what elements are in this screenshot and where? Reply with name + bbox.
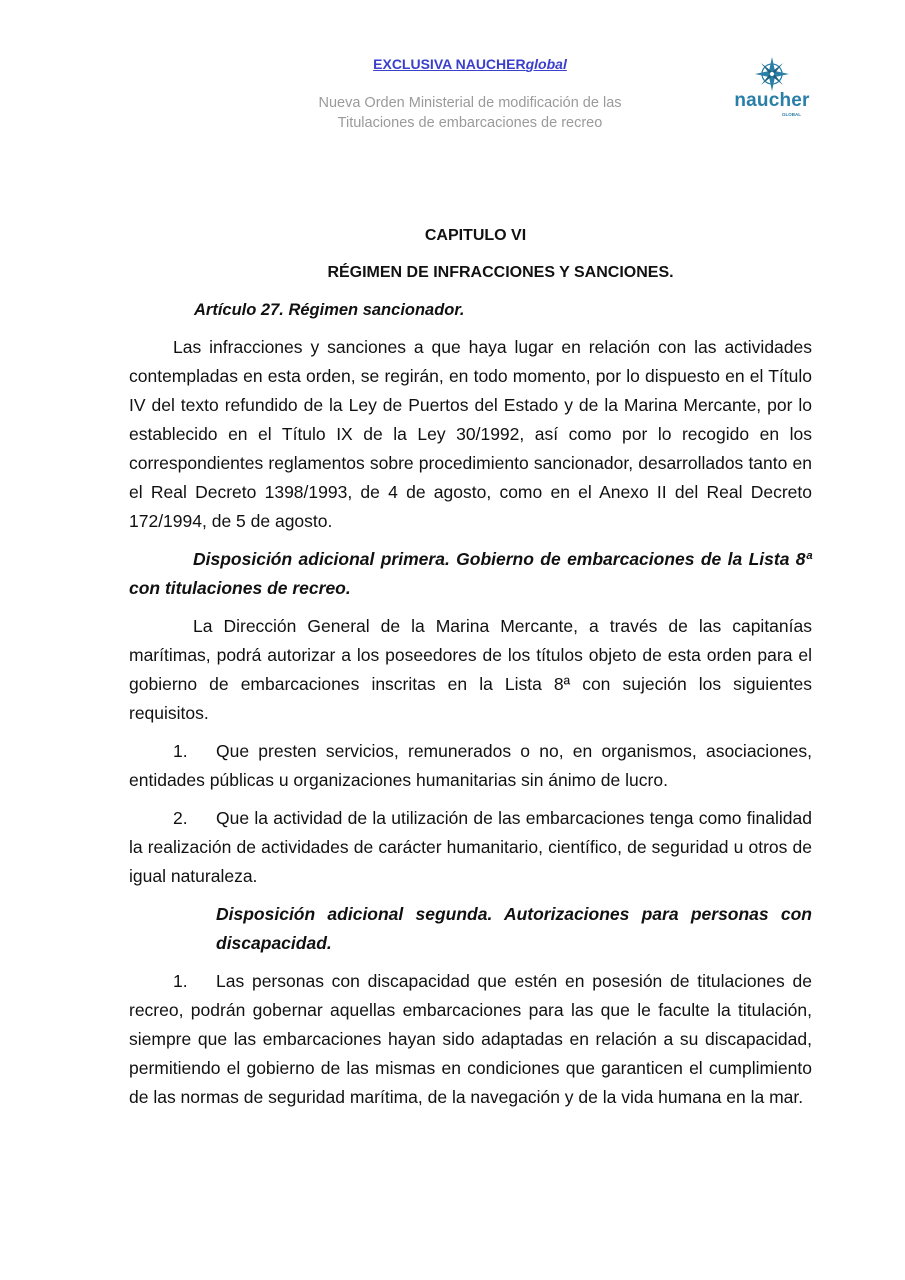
list-item-text: Que presten servicios, remunerados o no, en organismos, asociaciones, entidades públicas u organizaciones humanitarias sin ánimo de lucro. <box>129 741 812 790</box>
chapter-heading: CAPITULO VI <box>424 227 527 244</box>
compass-rose-icon <box>730 56 814 92</box>
list-item-number: 1. <box>173 741 188 761</box>
page-header <box>0 0 905 150</box>
section-heading: RÉGIMEN DE INFRACCIONES Y SANCIONES. <box>327 264 674 281</box>
article-paragraph: Las infracciones y sanciones a que haya lugar en relación con las actividades contempladas en esta orden, se regirán, en todo momento, por lo dispuesto en el Título IV del texto refundido de la Ley de Puertos del Estado y de la Marina Mercante, por lo establecido en el Título IX de la Ley 30/1992, así como por lo recogido en los correspondientes reglamentos sobre procedimiento sancionador, desarrollados tanto en el Real Decreto 1398/1993, de 4 de agosto, como en el Anexo II del Real Decreto 172/1994, de 5 de agosto. <box>129 337 812 531</box>
list-item <box>129 737 812 795</box>
list-item-text: Las personas con discapacidad que estén en posesión de titulaciones de recreo, podrán gobernar aquellas embarcaciones para las que le faculte la titulación, siempre que las embarcaciones hayan sido adaptadas en relación a su discapacidad, permitiendo el gobierno de las mismas en condiciones que garanticen el cumplimiento de las normas de seguridad marítima, de la navegación y de la vida humana en la mar. <box>129 971 812 1107</box>
naucher-logo <box>730 56 814 122</box>
header-subtitle-line2: Titulaciones de embarcaciones de recreo <box>337 115 603 131</box>
article-title: Artículo 27. Régimen sancionador. <box>194 301 465 319</box>
exclusive-link-main[interactable]: EXCLUSIVA NAUCHER <box>373 56 526 72</box>
dispo1-paragraph: La Dirección General de la Marina Mercante, a través de las capitanías marítimas, podrá autorizar a los poseedores de los títulos objeto de esta orden para el gobierno de embarcaciones inscritas en la Lista 8ª con sujeción los siguientes requisitos. <box>129 616 812 723</box>
exclusive-link-global[interactable]: global <box>525 56 567 72</box>
document-body <box>129 222 812 1112</box>
logo-wordmark: naucher <box>734 90 810 111</box>
dispo2-title: Disposición adicional segunda. Autorizaciones para personas con discapacidad. <box>216 904 812 953</box>
list-item-number: 2. <box>173 808 188 828</box>
dispo1-title: Disposición adicional primera. Gobierno de embarcaciones de la Lista 8ª con titulaciones de recreo. <box>129 549 812 598</box>
logo-subtext: GLOBAL <box>782 112 801 117</box>
list-item <box>129 804 812 891</box>
list-item-number: 1. <box>173 971 188 991</box>
header-subtitle-line1: Nueva Orden Ministerial de modificación de las <box>318 95 622 111</box>
list-item <box>129 967 812 1112</box>
list-item-text: Que la actividad de la utilización de las embarcaciones tenga como finalidad la realización de actividades de carácter humanitario, científico, de seguridad u otros de igual naturaleza. <box>129 808 812 886</box>
